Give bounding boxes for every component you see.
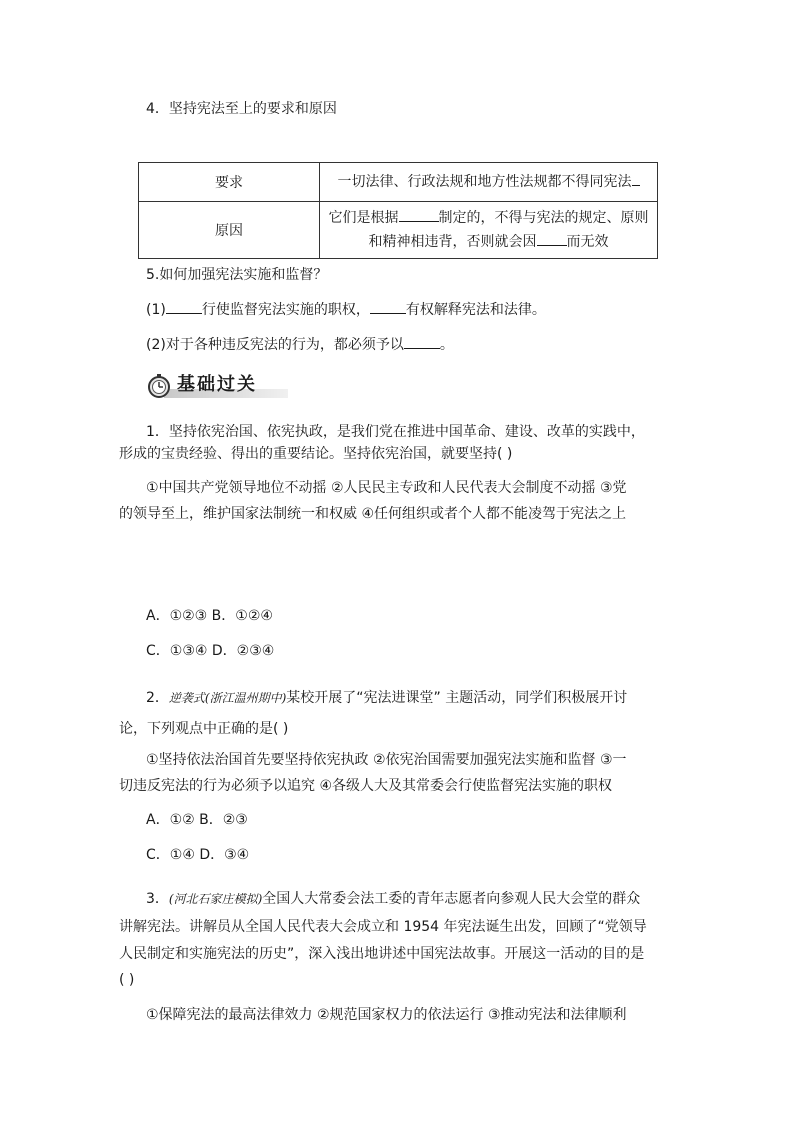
question-3-line: 讲解宪法。讲解员从全国人民代表大会成立和 1954 年宪法诞生出发，回顾了“党领导 (119, 919, 647, 935)
answer-blank (370, 298, 406, 314)
row-content-requirement (320, 163, 658, 202)
table-row (139, 202, 658, 259)
question-2-choices-ab[interactable]: A．①② B．②③ (146, 812, 248, 828)
row-content-reason (320, 202, 658, 259)
reason-text: 和精神相违背，否则就会因 (368, 234, 537, 250)
answer-blank (399, 206, 439, 222)
question-3-option-line: ①保障宪法的最高法律效力 ②规范国家权力的依法运行 ③推动宪法和法律顺利 (146, 1007, 627, 1023)
item-text: 有权解释宪法和法律。 (405, 302, 546, 318)
question-2-option-line: ①坚持依法治国首先要坚持依宪执政 ②依宪治国需要加强宪法实施和监督 ③一 (146, 752, 627, 768)
reason-text: 制定的，不得与宪法的规定、原则 (438, 210, 649, 226)
question-2-option-line: 切违反宪法的行为必须予以追究 ④各级人大及其常委会行使监督宪法实施的职权 (119, 778, 612, 794)
reason-text: 它们是根据 (328, 210, 399, 226)
question-1-line: 形成的宝贵经验、得出的重要结论。坚持依宪治国，就要坚持( ) (119, 446, 513, 462)
section-4-title: 4．坚持宪法至上的要求和原因 (146, 101, 337, 117)
section-5-item-1 (146, 298, 546, 320)
stopwatch-icon (146, 373, 174, 399)
question-3-line: 人民制定和实施宪法的历史”，深入浅出地讲述中国宪法故事。开展这一活动的目的是 (119, 946, 645, 962)
table-row (139, 163, 658, 202)
section-5-title: 5.如何加强宪法实施和监督？ (146, 267, 328, 283)
reason-text: 而无效 (566, 234, 609, 250)
answer-blank (632, 170, 640, 186)
question-number: 3． (146, 891, 169, 907)
question-3-line: ( ) (119, 972, 135, 988)
question-1-option-line: 的领导至上，维护国家法制统一和权威 ④任何组织或者个人都不能凌驾于宪法之上 (119, 506, 626, 522)
requirements-table (138, 162, 658, 259)
item-text: 。 (439, 337, 454, 353)
question-text: 全国人大常委会法工委的青年志愿者向参观人民大会堂的群众 (262, 891, 641, 907)
question-1-option-line: ①中国共产党领导地位不动摇 ②人民民主专政和人民代表大会制度不动摇 ③党 (146, 480, 627, 496)
row-label-reason: 原因 (139, 202, 320, 259)
section-banner (146, 373, 288, 399)
answer-blank (404, 333, 440, 349)
question-1-choices-cd[interactable]: C．①③④ D．②③④ (146, 643, 275, 659)
answer-blank (537, 230, 567, 246)
section-5-item-2 (146, 333, 454, 355)
question-number: 2． (146, 690, 169, 706)
question-text: 某校开展了“宪法进课堂” 主题活动，同学们积极展开讨 (286, 690, 628, 706)
question-1-choices-ab[interactable]: A．①②③ B．①②④ (146, 608, 273, 624)
question-1-line: 1．坚持依宪治国、依宪执政，是我们党在推进中国革命、建设、改革的实践中， (146, 424, 645, 440)
row-label-requirement: 要求 (139, 163, 320, 202)
question-3-line (146, 889, 640, 909)
item-text: (2)对于各种违反宪法的行为，都必须予以 (146, 337, 404, 353)
requirement-text: 一切法律、行政法规和地方性法规都不得同宪法 (337, 174, 632, 190)
question-2-line (146, 688, 627, 708)
item-number: (1) (146, 302, 166, 318)
question-source: (河北石家庄模拟) (168, 892, 263, 906)
item-text: 行使监督宪法实施的职权， (201, 302, 370, 318)
banner-title: 基础过关 (177, 374, 257, 395)
question-2-choices-cd[interactable]: C．①④ D．③④ (146, 847, 250, 863)
question-source: 逆袭式(浙江温州期中) (168, 691, 287, 705)
answer-blank (166, 298, 202, 314)
question-2-line: 论，下列观点中正确的是( ) (119, 721, 289, 737)
